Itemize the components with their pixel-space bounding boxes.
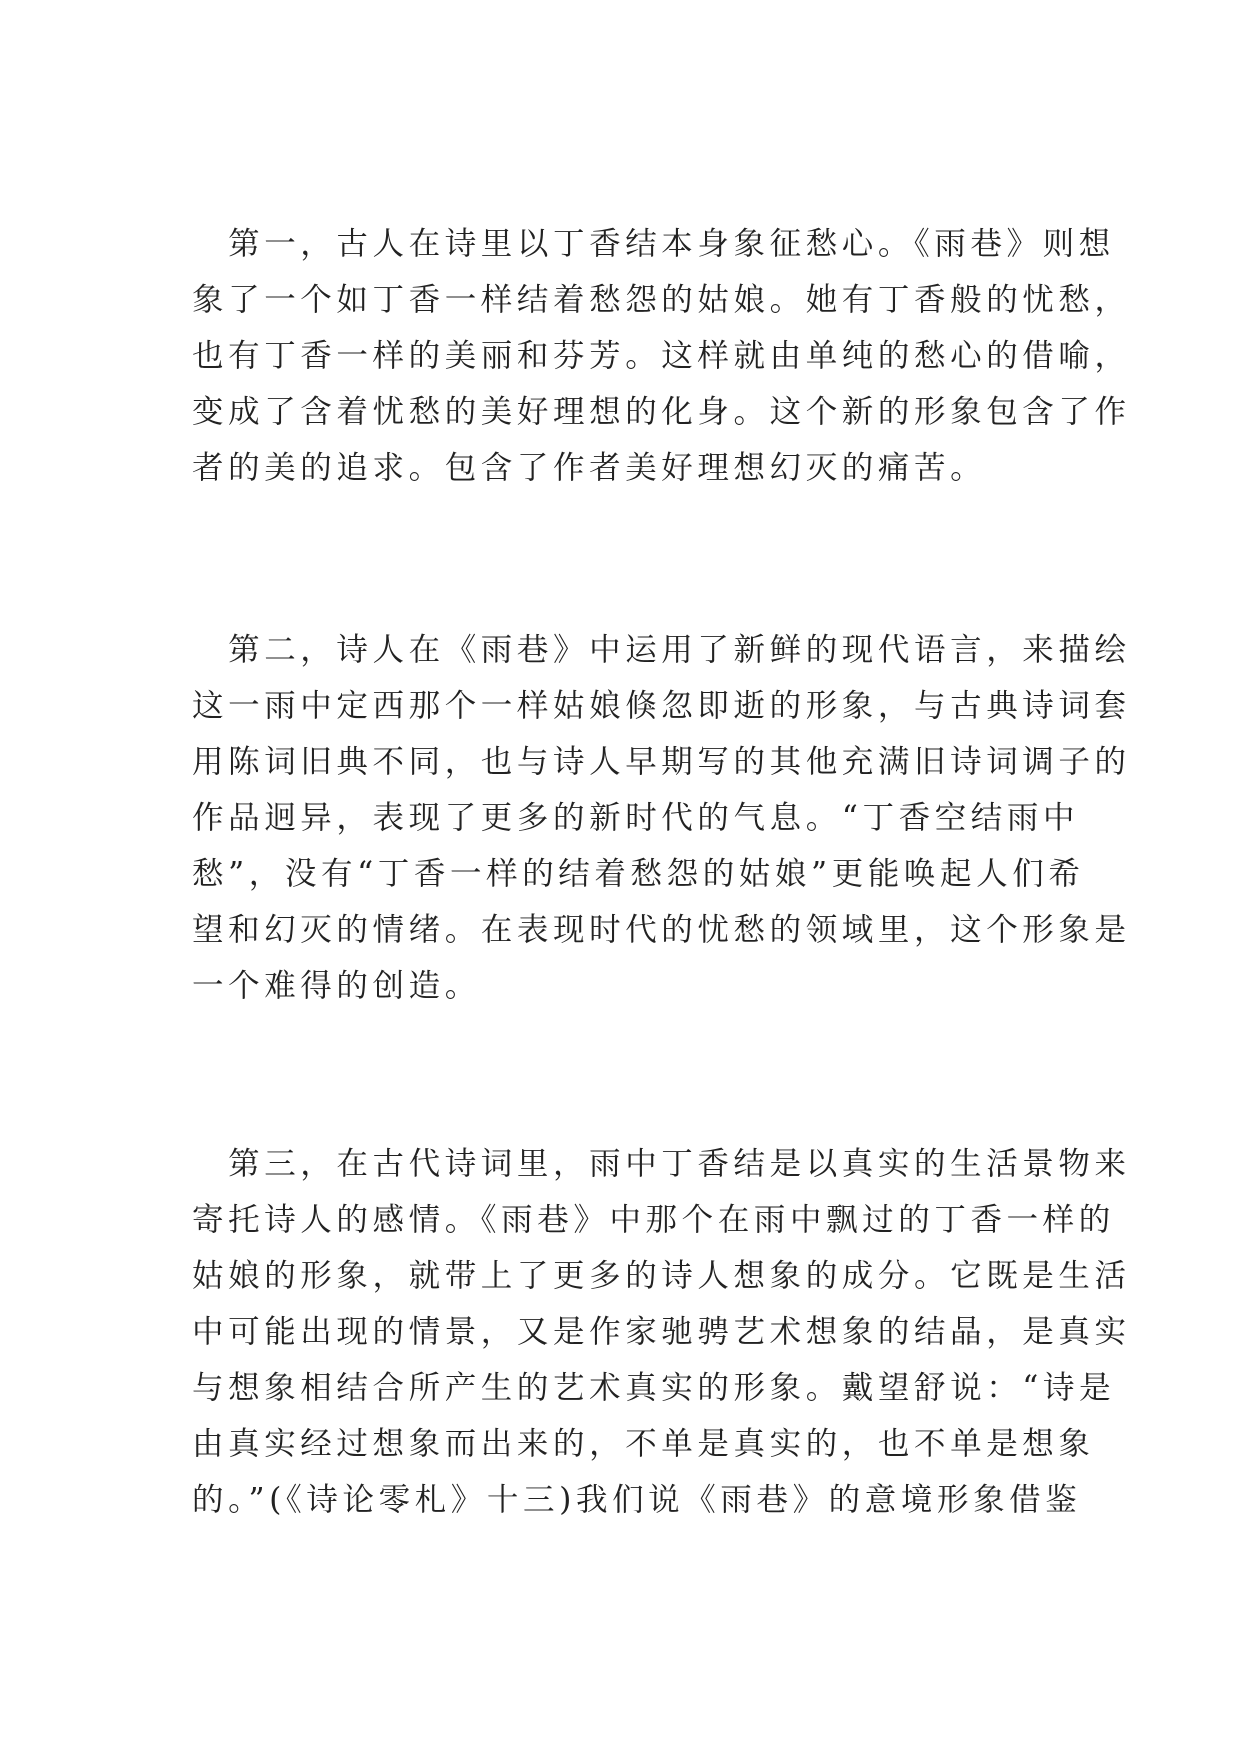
paragraph-line: 第三，在古代诗词里，雨中丁香结是以真实的生活景物来 bbox=[192, 1146, 1131, 1182]
paragraph-line: 用陈词旧典不同，也与诗人早期写的其他充满旧诗词调子的 bbox=[192, 744, 1131, 780]
paragraph-line: 中可能出现的情景，又是作家驰骋艺术想象的结晶，是真实 bbox=[192, 1314, 1131, 1350]
paragraph-line: 寄托诗人的感情。《雨巷》中那个在雨中飘过的丁香一样的 bbox=[192, 1202, 1115, 1238]
paragraph-line: 由真实经过想象而出来的，不单是真实的，也不单是想象 bbox=[192, 1426, 1095, 1462]
paragraph-line: 与想象相结合所产生的艺术真实的形象。戴望舒说：“诗是 bbox=[192, 1370, 1116, 1406]
paragraph-3 bbox=[192, 1136, 1131, 1528]
paragraph-line: 姑娘的形象，就带上了更多的诗人想象的成分。它既是生活 bbox=[192, 1258, 1131, 1294]
paragraph-line: 也有丁香一样的美丽和芬芳。这样就由单纯的愁心的借喻， bbox=[192, 338, 1131, 374]
paragraph-line: 的。”(《诗论零札》十三)我们说《雨巷》的意境形象借鉴 bbox=[192, 1482, 1082, 1518]
paragraph-line: 这一雨中定西那个一样姑娘倏忽即逝的形象，与古典诗词套 bbox=[192, 688, 1131, 724]
paragraph-line: 作品迥异，表现了更多的新时代的气息。“丁香空结雨中 bbox=[192, 800, 1080, 836]
paragraph-line: 第二，诗人在《雨巷》中运用了新鲜的现代语言，来描绘 bbox=[192, 632, 1131, 668]
paragraph-2 bbox=[192, 622, 1131, 1014]
paragraph-line: 第一，古人在诗里以丁香结本身象征愁心。《雨巷》则想 bbox=[192, 226, 1115, 262]
paragraph-line: 象了一个如丁香一样结着愁怨的姑娘。她有丁香般的忧愁， bbox=[192, 282, 1131, 318]
paragraph-line: 变成了含着忧愁的美好理想的化身。这个新的形象包含了作 bbox=[192, 394, 1131, 430]
paragraph-line: 一个难得的创造。 bbox=[192, 968, 481, 1004]
paragraph-1 bbox=[192, 216, 1131, 496]
paragraph-line: 望和幻灭的情绪。在表现时代的忧愁的领域里，这个形象是 bbox=[192, 912, 1131, 948]
paragraph-line: 愁”，没有“丁香一样的结着愁怨的姑娘”更能唤起人们希 bbox=[192, 856, 1085, 892]
paragraph-line: 者的美的追求。包含了作者美好理想幻灭的痛苦。 bbox=[192, 450, 987, 486]
